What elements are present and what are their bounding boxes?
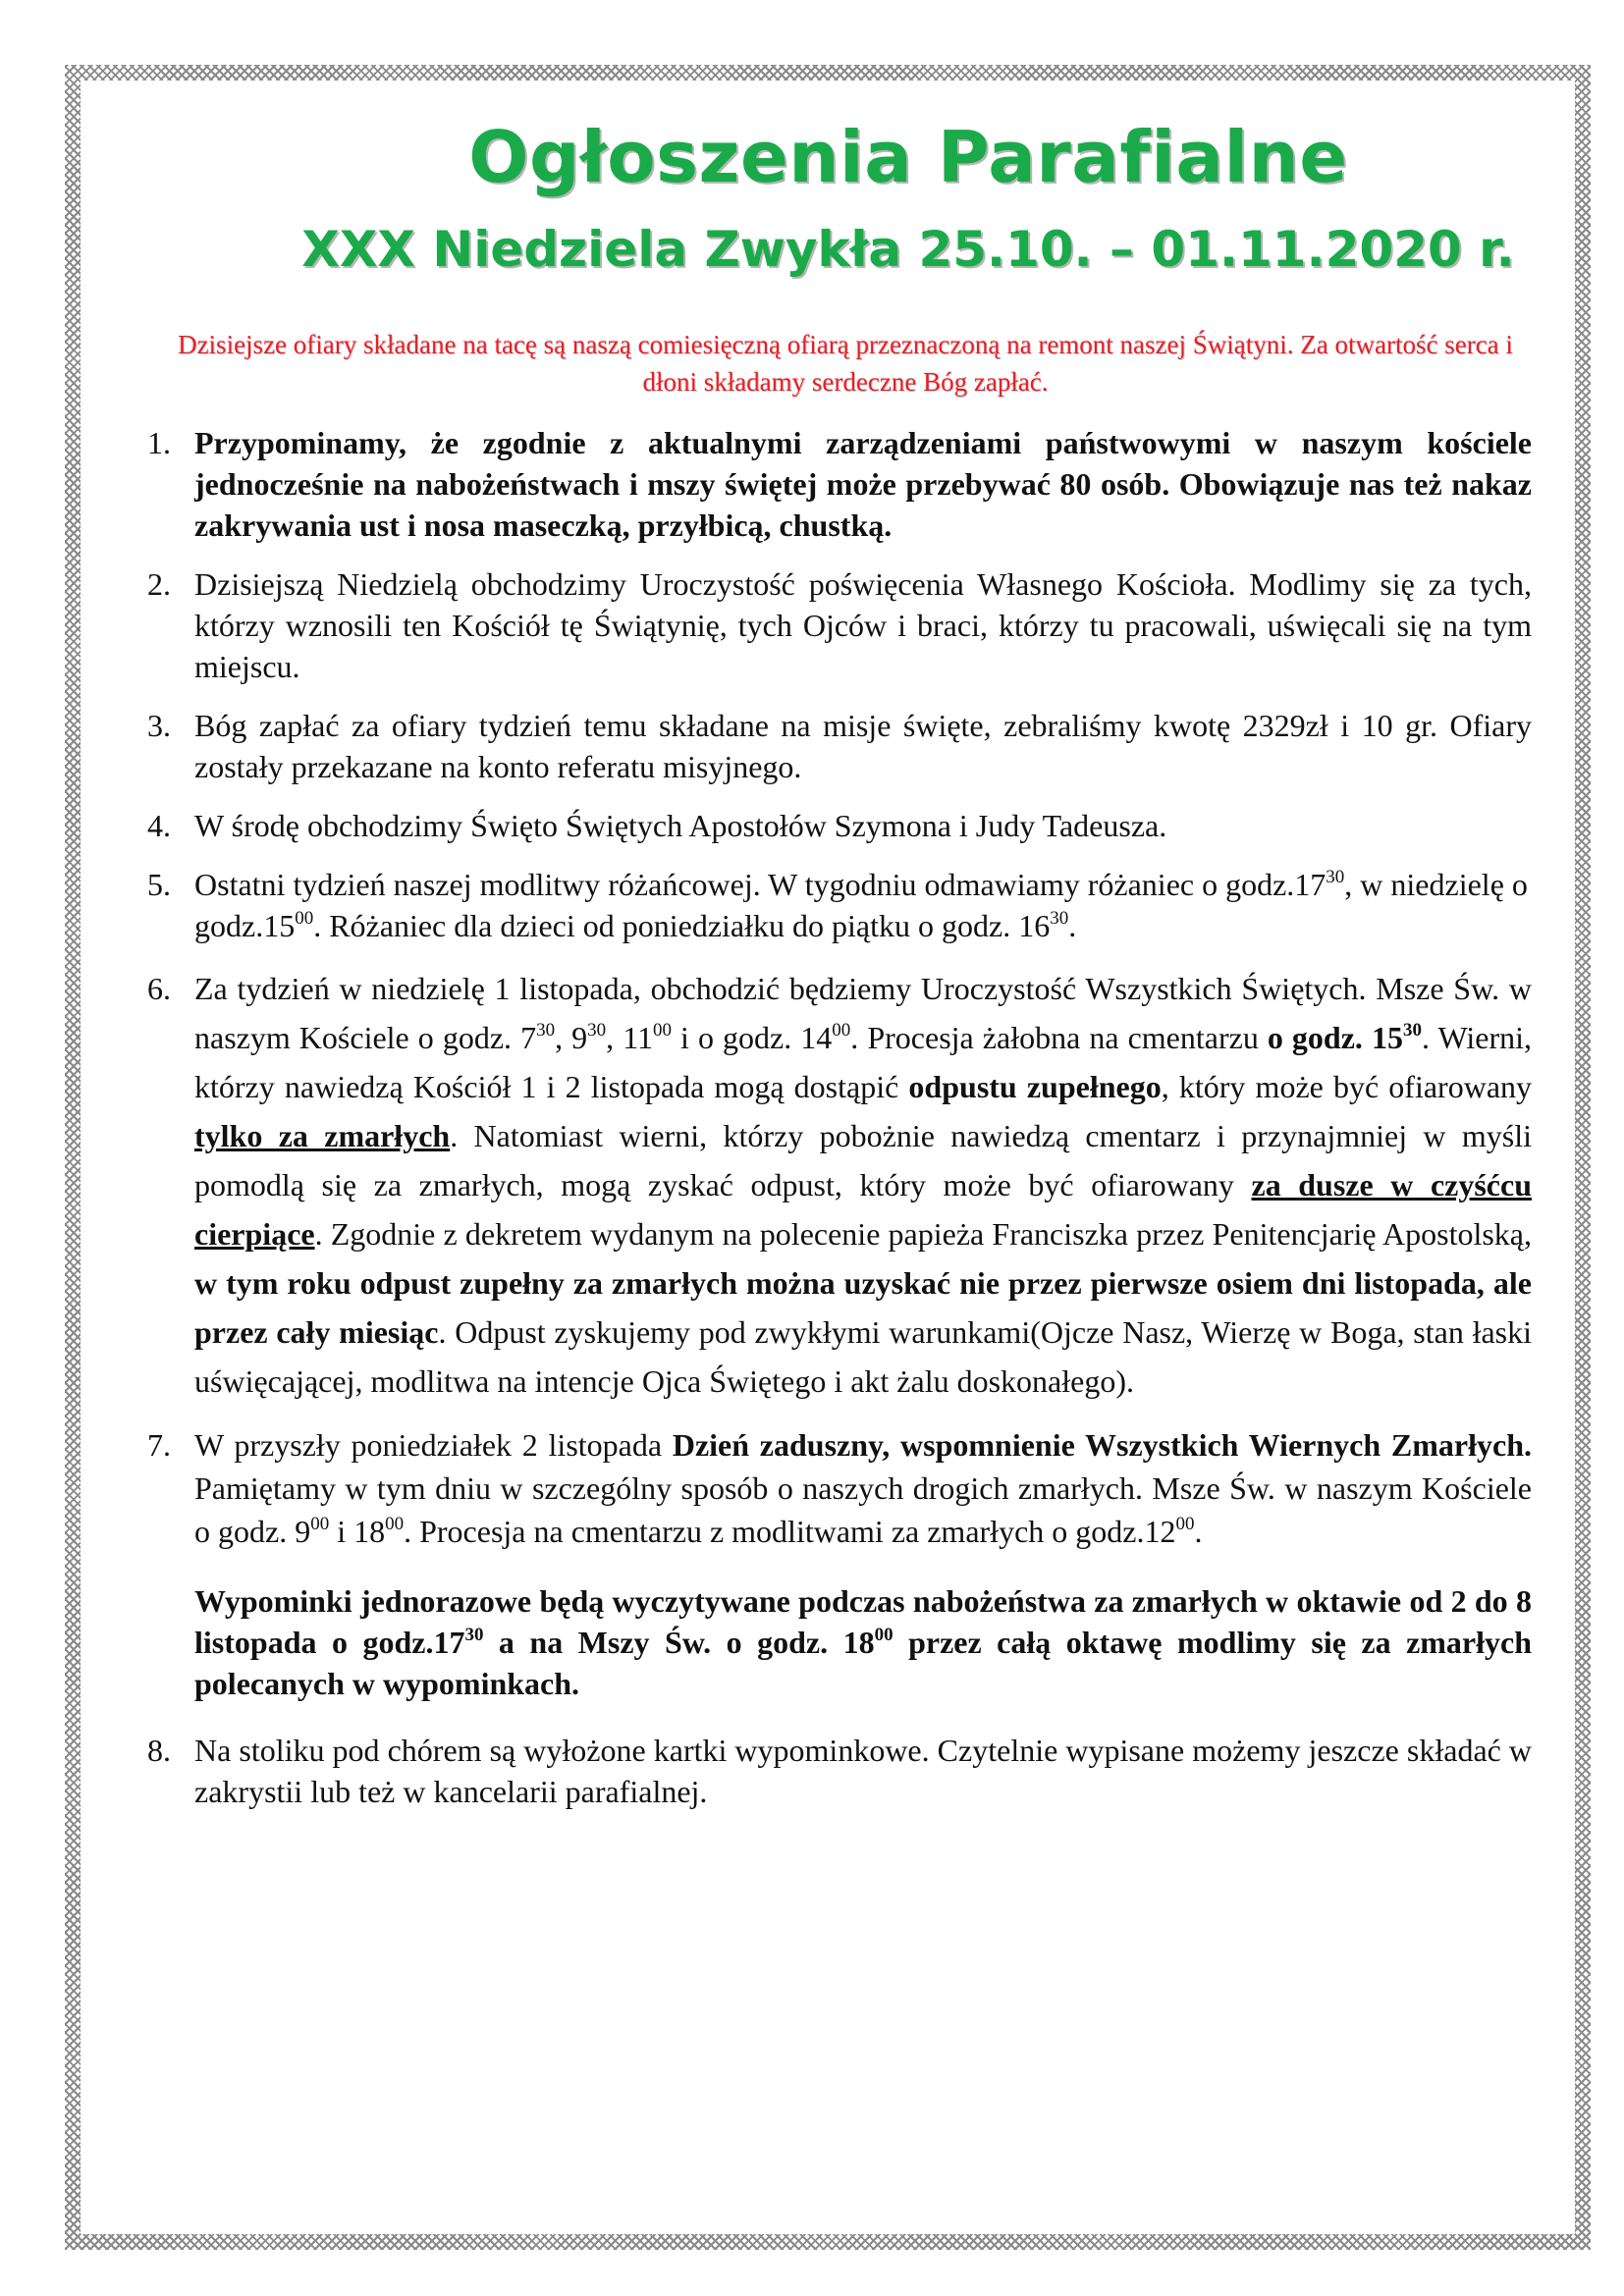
announcements-page bbox=[147, 108, 1532, 1830]
item-text: Ostatni tydzień naszej modlitwy różańcowej. W tygodniu odmawiamy różaniec o godz.17 bbox=[194, 867, 1326, 902]
item-text: , 11 bbox=[606, 1020, 653, 1055]
announcement-item bbox=[147, 705, 1532, 787]
bold-text: Dzień zaduszny, wspomnienie Wszystkich Wiernych Zmarłych. bbox=[672, 1427, 1533, 1463]
item-text: . Odpust zyskujemy pod zwykłymi warunkami(Ojcze Nasz, Wierzę w Boga, stan łaski uświęcającej, modlitwa na intencje Ojca Świętego i akt żalu doskonałego). bbox=[194, 1314, 1533, 1399]
item-text: , który może być ofiarowany bbox=[1161, 1069, 1533, 1104]
announcements-list bbox=[147, 422, 1532, 1812]
item-text: Pamiętamy w tym dniu w szczególny sposób o naszych drogich zmarłych. Msze Św. w naszym Kościele o godz. 9 bbox=[194, 1470, 1532, 1549]
announcement-item bbox=[147, 864, 1532, 946]
offering-notice: Dzisiejsze ofiary składane na tacę są naszą comiesięczną ofiarą przeznaczoną na remont naszej Świątyni. Za otwartość serca i dłoni składamy serdeczne Bóg zapłać. bbox=[178, 330, 1513, 397]
item-text: Przypominamy, że zgodnie z aktualnymi zarządzeniami państwowymi w naszym kościele jednocześnie na nabożeństwach i mszy świętej może przebywać 80 osób. Obowiązuje nas też nakaz zakrywania ust i nosa maseczką, przyłbicą, chustką. bbox=[194, 425, 1532, 543]
item-text: i 18 bbox=[329, 1514, 386, 1549]
announcement-item bbox=[147, 1423, 1532, 1704]
announcement-item bbox=[147, 964, 1532, 1406]
underlined-bold-text: za dusze w czyśćcu cierpiące bbox=[194, 1167, 1533, 1252]
item-text: . Zgodnie z dekretem wydanym na polecenie papieża Franciszka przez Penitencjarię Apostolską, bbox=[314, 1216, 1532, 1252]
bold-text: w tym roku odpust zupełny za zmarłych można uzyskać nie przez pierwsze osiem dni listopada, ale przez cały miesiąc bbox=[194, 1265, 1532, 1350]
item-text: . Procesja na cmentarzu z modlitwami za zmarłych o godz.12 bbox=[404, 1514, 1176, 1549]
page-subtitle: XXX Niedziela Zwykła 25.10. – 01.11.2020 r. bbox=[301, 221, 1515, 278]
item-number: 4. bbox=[147, 808, 171, 843]
underlined-bold-text: tylko za zmarłych bbox=[194, 1118, 451, 1153]
time-superscript: 30 bbox=[587, 1020, 607, 1041]
announcement-item bbox=[147, 422, 1532, 546]
item-number: 1. bbox=[147, 425, 171, 460]
time-superscript: 00 bbox=[1175, 1514, 1195, 1534]
item-text: Na stoliku pod chórem są wyłożone kartki wypominkowe. Czytelnie wypisane możemy jeszcze składać w zakrystii lub też w kancelarii parafialnej. bbox=[194, 1733, 1532, 1809]
item-text: W środę obchodzimy Święto Świętych Apostołów Szymona i Judy Tadeusza. bbox=[194, 808, 1167, 843]
item-text: Za tydzień w niedzielę 1 listopada, obchodzić będziemy Uroczystość Wszystkich Świętych. Msze Św. w naszym Kościele o godz. 7 bbox=[194, 971, 1532, 1055]
item-number: 8. bbox=[147, 1733, 171, 1768]
time-superscript: 30 bbox=[536, 1020, 556, 1041]
time-superscript: 00 bbox=[874, 1625, 893, 1645]
bold-text: a na Mszy Św. o godz. 18 bbox=[483, 1625, 875, 1660]
item-number: 5. bbox=[147, 867, 171, 902]
time-superscript: 30 bbox=[1050, 908, 1069, 929]
bold-text: odpustu zupełnego bbox=[908, 1069, 1162, 1104]
announcement-item bbox=[147, 1730, 1532, 1812]
page-title: Ogłoszenia Parafialne bbox=[468, 116, 1348, 198]
time-superscript: 00 bbox=[653, 1020, 672, 1041]
bold-text: Wypominki jednorazowe będą wyczytywane podczas nabożeństwa za zmarłych w oktawie od 2 do 8 listopada o godz.17 bbox=[194, 1583, 1532, 1660]
time-superscript: 00 bbox=[385, 1514, 405, 1534]
time-superscript: 00 bbox=[832, 1020, 851, 1041]
item-text: , w niedzielę o godz.15 bbox=[194, 867, 1528, 943]
item-number: 3. bbox=[147, 708, 171, 743]
time-superscript: 00 bbox=[295, 908, 314, 929]
item-text: . Procesja żałobna na cmentarzu bbox=[850, 1020, 1268, 1055]
item-number: 6. bbox=[147, 971, 171, 1006]
bold-text: przez całą oktawę modlimy się za zmarłych polecanych w wypominkach. bbox=[194, 1625, 1533, 1701]
time-superscript: 30 bbox=[1326, 867, 1345, 887]
item-text: . bbox=[1068, 908, 1077, 943]
announcement-item bbox=[147, 805, 1532, 846]
item-text: , 9 bbox=[555, 1020, 588, 1055]
item-text: W przyszły poniedziałek 2 listopada bbox=[194, 1427, 673, 1463]
item-text: i o godz. 14 bbox=[672, 1020, 833, 1055]
item-text: Dzisiejszą Niedzielą obchodzimy Uroczystość poświęcenia Własnego Kościoła. Modlimy się za tych, którzy wznosili ten Kościół tę Świątynię, tych Ojców i braci, którzy tu pracowali, uświęcali się na tym miejscu. bbox=[194, 566, 1532, 684]
item-number: 2. bbox=[147, 566, 171, 602]
wypominki-paragraph bbox=[194, 1580, 1532, 1704]
item-text: . Różaniec dla dzieci od poniedziałku do piątku o godz. 16 bbox=[313, 908, 1051, 943]
bold-text: o godz. 15 bbox=[1267, 1020, 1403, 1055]
item-text: Bóg zapłać za ofiary tydzień temu składane na misje święte, zebraliśmy kwotę 2329zł i 10 gr. Ofiary zostały przekazane na konto referatu misyjnego. bbox=[194, 708, 1532, 784]
time-superscript: 00 bbox=[310, 1514, 330, 1534]
item-text: . Wierni, którzy nawiedzą Kościół 1 i 2 listopada mogą dostąpić bbox=[194, 1020, 1532, 1104]
time-superscript: 30 bbox=[464, 1625, 484, 1645]
item-text: . bbox=[1194, 1514, 1203, 1549]
item-number: 7. bbox=[147, 1427, 171, 1463]
announcement-item bbox=[147, 563, 1532, 687]
time-superscript: 30 bbox=[1402, 1020, 1422, 1041]
item-text: . Natomiast wierni, którzy pobożnie nawiedzą cmentarz i przynajmniej w myśli pomodlą się za zmarłych, mogą zyskać odpust, który może być ofiarowany bbox=[194, 1118, 1533, 1202]
